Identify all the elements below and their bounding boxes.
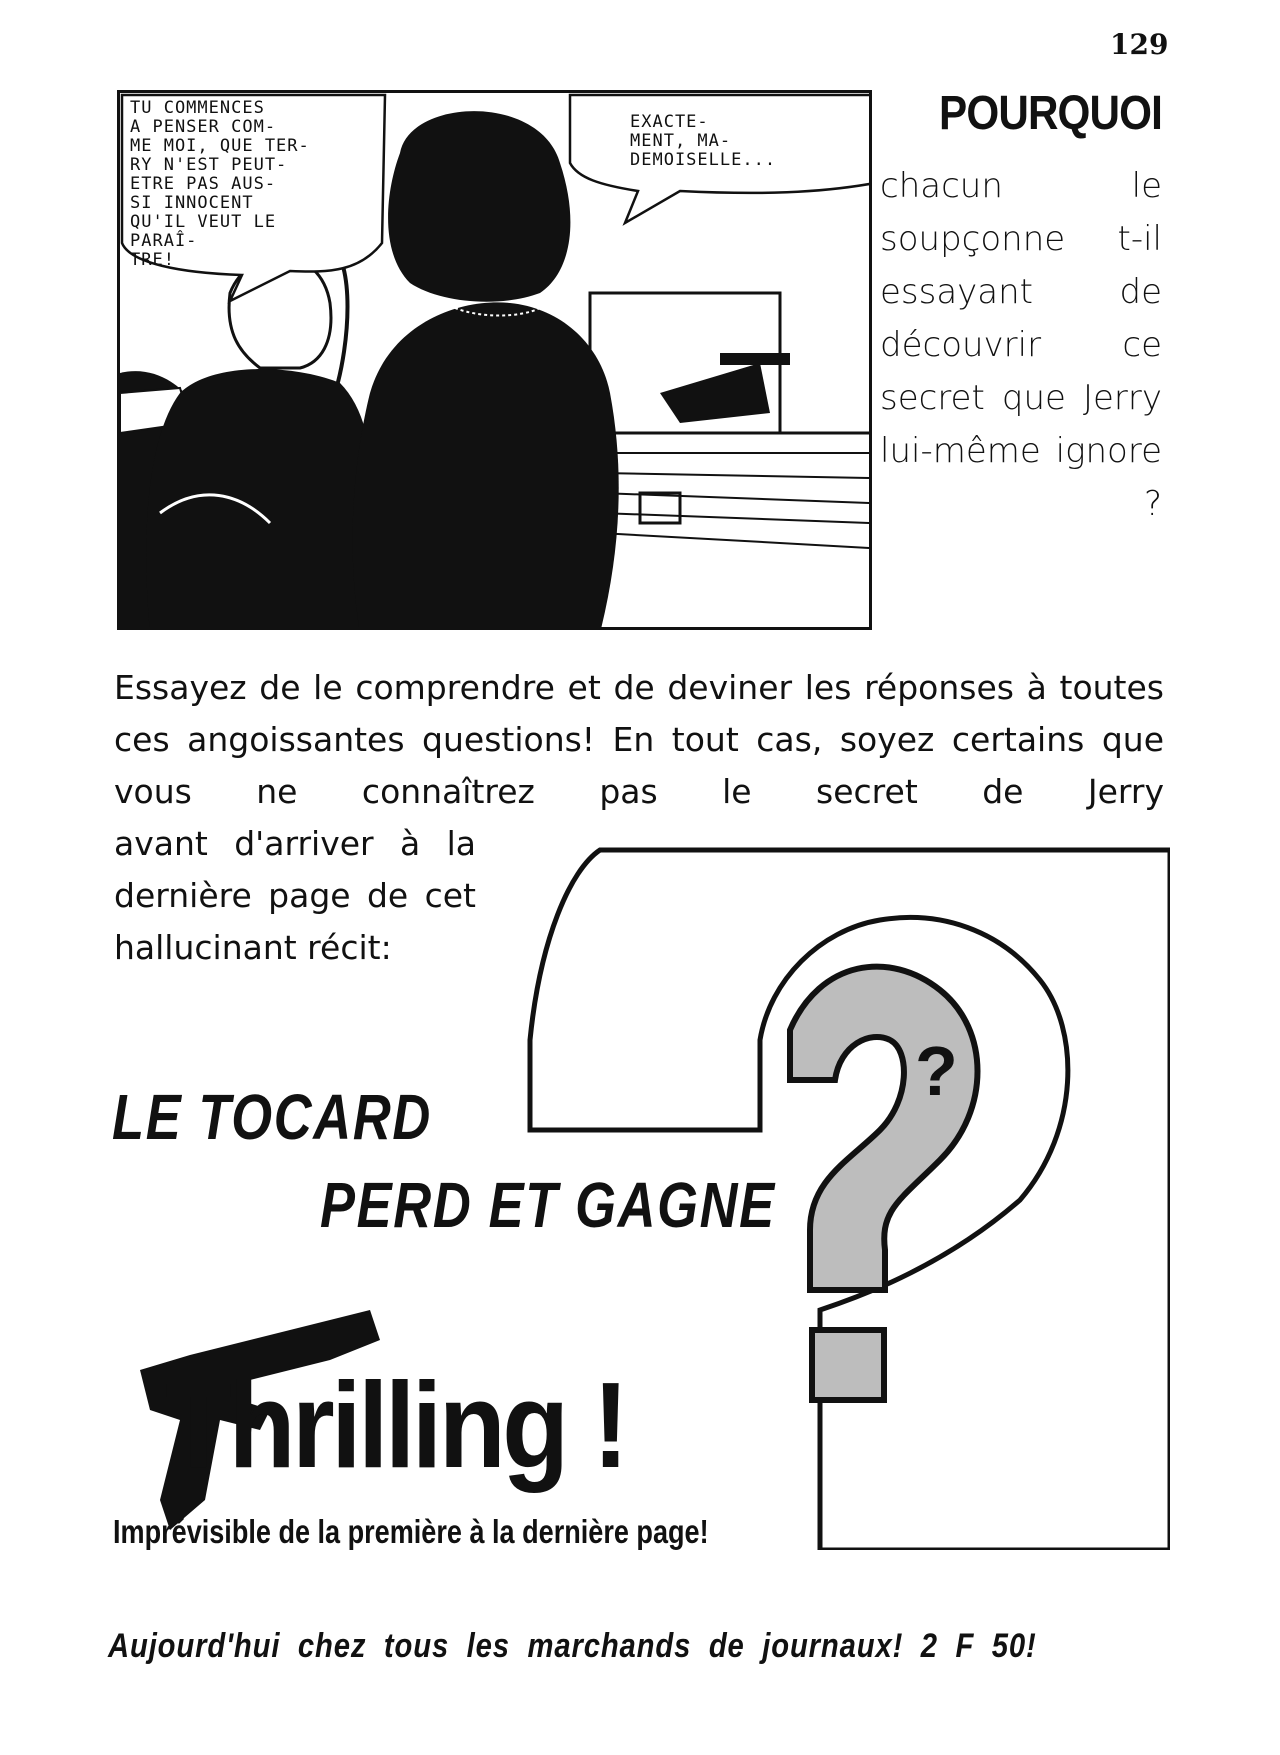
story-title-line1: LE TOCARD — [112, 1081, 432, 1153]
speech-bubble-right: EXACTE- MENT, MA- DEMOISELLE... — [630, 112, 777, 170]
speech-bubble-left: TU COMMENCES A PENSER COM- ME MOI, QUE TER- RY N'EST PEUT- ETRE PAS AUS- SI INNOCENT QU'IL VEUT LE PARAÎ- TRE! — [130, 98, 310, 270]
footer-availability: Aujourd'hui chez tous les marchands de journaux! 2 F 50! — [108, 1627, 1037, 1665]
comic-panel — [117, 90, 872, 630]
sidebar-heading: POURQUOI — [939, 87, 1162, 140]
small-question-mark-icon: ? — [915, 1032, 958, 1110]
body-paragraph-continued: avant d'arriver à la dernière page de cet hallucinant récit: — [114, 824, 476, 967]
magazine-brand: Thrilling ! — [165, 1357, 626, 1493]
page-number: 129 — [1110, 28, 1169, 61]
brand-tagline: Imprévisible de la première à la dernière page! — [113, 1513, 709, 1550]
body-paragraph: Essayez de le comprendre et de deviner les réponses à toutes ces angoissantes questions! En tout cas, soyez certains que vous ne connaîtrez pas le secret de Jerry — [114, 668, 1164, 811]
story-title-line2: PERD ET GAGNE — [320, 1169, 776, 1241]
sidebar-text: chacun le soupçonne t-il essayant de découvrir ce secret que Jerry lui-même ignore ? — [880, 166, 1162, 524]
